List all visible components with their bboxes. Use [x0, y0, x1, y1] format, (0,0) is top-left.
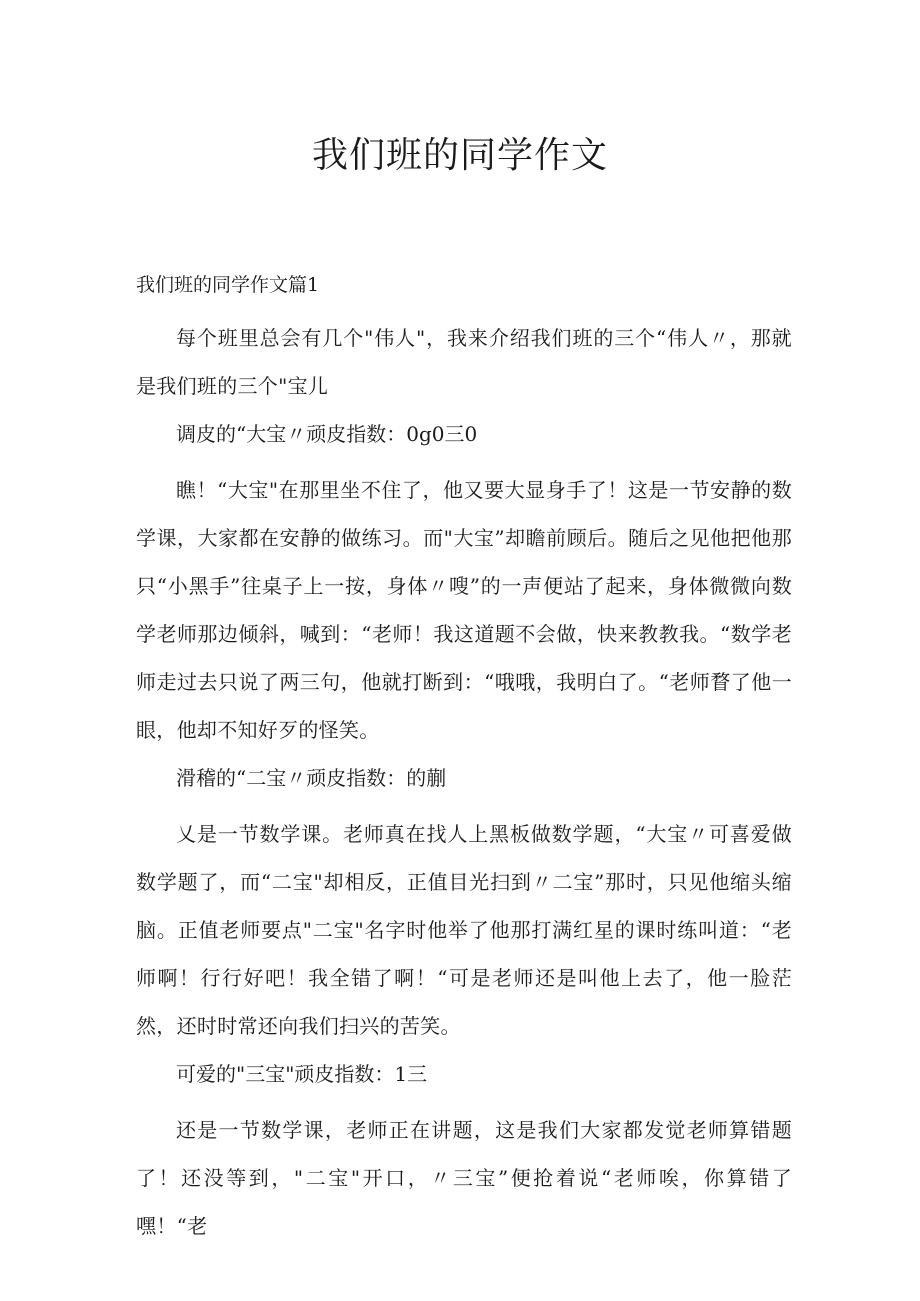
paragraph-erbao: 乂是一节数学课。老师真在找人上黑板做数学题，“大宝〃可喜爱做数学题了，而“二宝"却相反，正值目光扫到〃二宝”那时，只见他缩头缩脑。正值老师要点"二宝"名字时他举了他那打满红星的课时练叫道：“老师啊！行行好吧！我全错了啊！“可是老师还是叫他上去了，他一脸茫然，还时时常还向我们扫兴的苦笑。 — [136, 822, 792, 1038]
paragraph-intro: 每个班里总会有几个"伟人"，我来介绍我们班的三个“伟人〃，那就是我们班的三个"宝儿 — [136, 326, 792, 398]
paragraph-sanbao: 还是一节数学课，老师正在讲题，这是我们大家都发觉老师算错题了！还没等到，"二宝"开口，〃三宝”便抢着说“老师唉，你算错了嘿！“老 — [136, 1118, 792, 1238]
document-body — [136, 268, 792, 1254]
section-heading: 我们班的同学作文篇1 — [136, 274, 320, 296]
document-title: 我们班的同学作文 — [311, 135, 608, 176]
paragraph-dabao: 瞧！“大宝"在那里坐不住了，他又要大显身手了！这是一节安静的数学课，大家都在安静的做练习。而"大宝”却瞻前顾后。随后之见他把他那只“小黑手”往桌子上一按，身体〃嗖”的一声便站了起来，身体微微向数学老师那边倾斜，喊到：“老师！我这道题不会做，快来教教我。“数学老师走过去只说了两三句，他就打断到：“哦哦，我明白了。“老师瞀了他一眼，他却不知好歹的怪笑。 — [136, 478, 792, 742]
subheading-erbao: 滑稽的“二宝〃顽皮指数：的蒯 — [176, 766, 447, 790]
subheading-dabao: 调皮的“大宝〃顽皮指数：0g0三0 — [176, 422, 478, 446]
subheading-sanbao: 可爱的"三宝"顽皮指数：1三 — [176, 1062, 428, 1086]
